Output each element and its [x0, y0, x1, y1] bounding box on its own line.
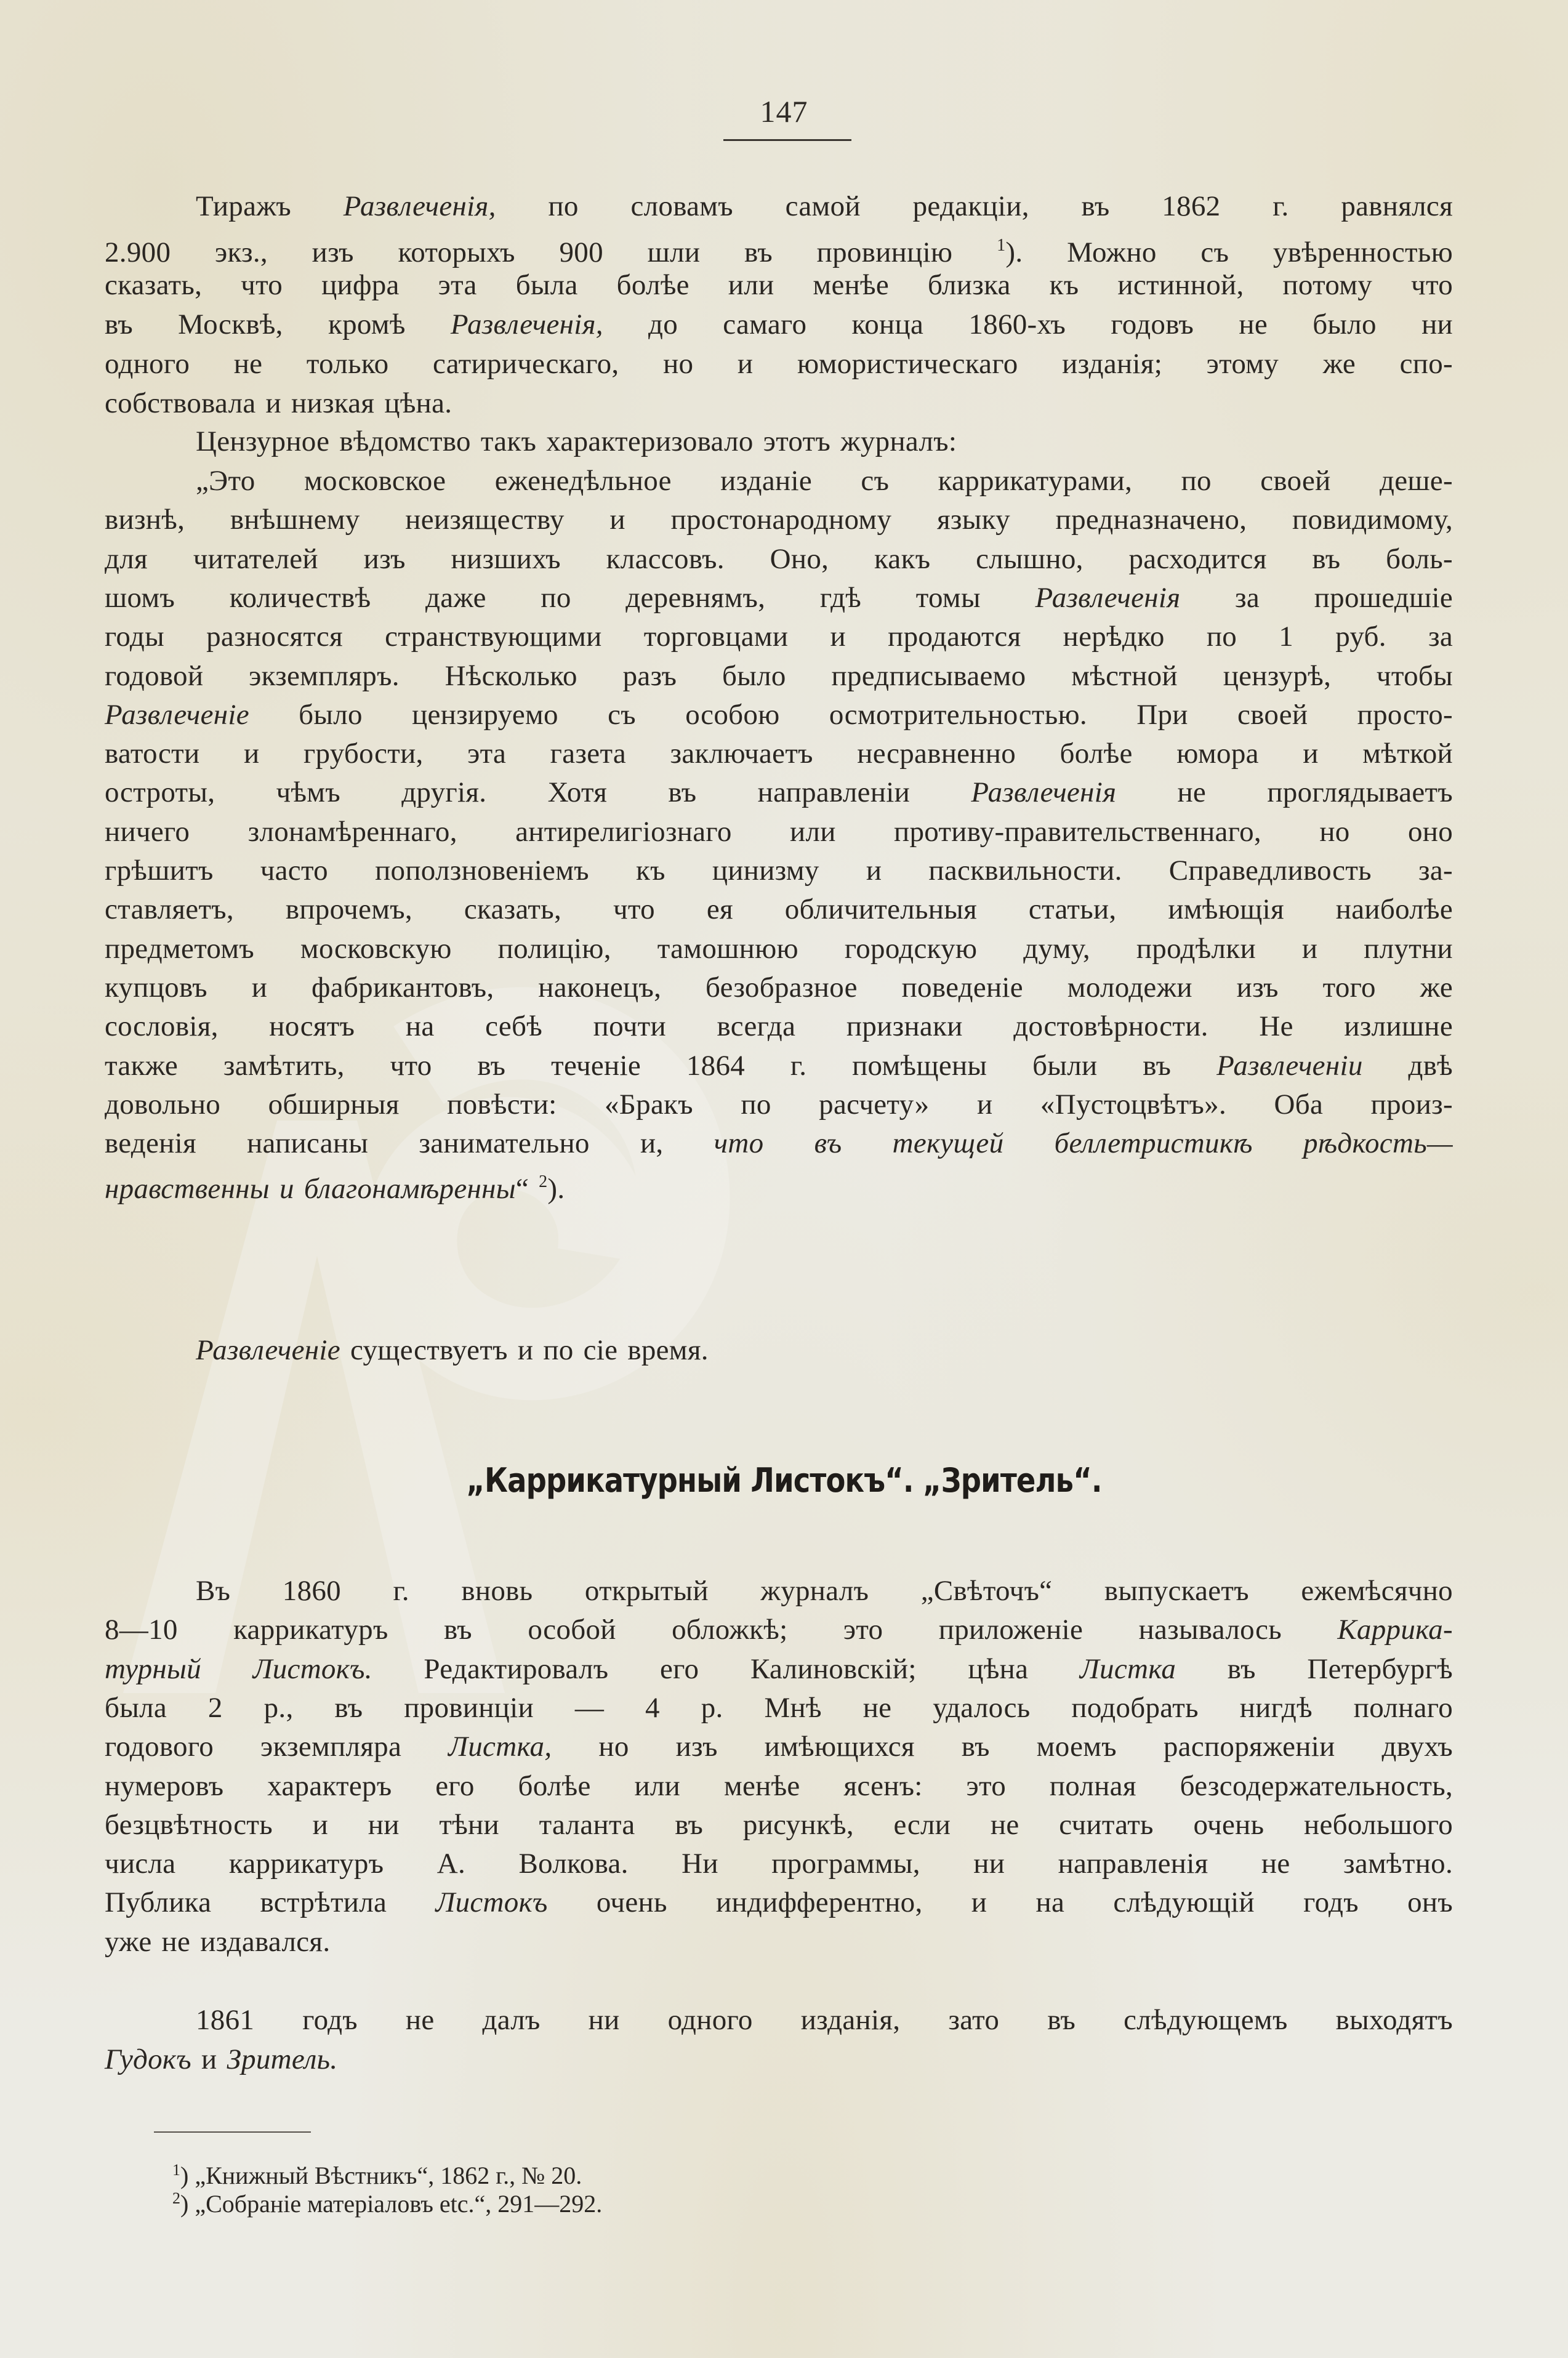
text-run: по словамъ самой редакціи, въ 1862 г. равнялся: [496, 190, 1453, 222]
text-run: уже не издавался.: [105, 1926, 331, 1958]
italic-title: что въ текущей беллетристикѣ рѣдкость—: [714, 1127, 1453, 1159]
text-run: “: [515, 1173, 539, 1205]
text-run: нумеровъ характеръ его болѣе или менѣе ясенъ: это полная безсодержательность,: [105, 1770, 1453, 1802]
paragraph-line: [196, 2001, 1453, 2039]
paragraph-line: [105, 1650, 1453, 1688]
footnote-ref: 1: [997, 236, 1006, 255]
text-run: годовой экземпляръ. Нѣсколько разъ было предписываемо мѣстной цензурѣ, чтобы: [105, 660, 1453, 692]
italic-title: Листка,: [448, 1731, 552, 1763]
text-run: предметомъ московскую полицію, тамошнюю городскую думу, продѣлки и плутни: [105, 933, 1453, 965]
quote-line: [105, 540, 1453, 578]
quote-line: [105, 1163, 1453, 1205]
quote-line: [105, 501, 1453, 539]
paragraph-line: [105, 1806, 1453, 1844]
footnote-paren: ): [180, 2190, 195, 2218]
paragraph-line: [105, 1923, 1453, 1961]
text-run: Публика встрѣтила: [105, 1886, 436, 1918]
italic-title: Развлеченія,: [450, 308, 603, 340]
text-run: двѣ: [1362, 1050, 1453, 1082]
text-run: за прошедшіе: [1180, 582, 1453, 614]
footnote-2: [172, 2184, 602, 2218]
paragraph-line: Цензурное вѣдомство такъ характеризовало этотъ журналъ:: [196, 425, 957, 457]
quote-line: [105, 890, 1453, 928]
italic-title: Развлеченіе: [105, 699, 249, 731]
italic-title: нравственны и благонамѣренны: [105, 1173, 516, 1205]
footnote-ref: 2: [539, 1172, 548, 1191]
text-run: „Это московское еженедѣльное изданіе съ каррикатурами, по своей деше-: [196, 465, 1453, 497]
italic-title: Каррика-: [1337, 1614, 1453, 1646]
text-run: безцвѣтность и ни тѣни таланта въ рисункѣ, если не считать очень небольшого: [105, 1809, 1453, 1841]
paragraph-line: [105, 1883, 1453, 1921]
italic-title: Развлеченія: [971, 776, 1117, 808]
footnote-paren: ): [180, 2162, 195, 2189]
text-run: до самаго конца 1860-хъ годовъ не было ни: [603, 308, 1453, 340]
quote-line: [196, 462, 1453, 500]
paragraph-line: [105, 266, 1453, 304]
text-run: 2.900 экз., изъ которыхъ 900 шли въ провинцію: [105, 236, 997, 268]
quote-line: [105, 851, 1453, 890]
text-run: въ Москвѣ, кромѣ: [105, 308, 451, 340]
text-run: грѣшитъ часто поползновеніемъ къ цинизму и пасквильности. Справедливость за-: [105, 855, 1453, 887]
paragraph-line: [105, 345, 1453, 383]
paragraph-line: [105, 227, 1453, 268]
paragraph-line: [105, 1728, 1453, 1766]
paragraph-line: [105, 305, 1453, 344]
quote-line: [105, 657, 1453, 695]
text-run: въ Петербургѣ: [1176, 1653, 1453, 1685]
footnote-text: „Собраніе матеріаловъ etc.“, 291—292.: [195, 2190, 603, 2218]
text-run: одного не только сатирическаго, но и юмористическаго изданія; этому же спо-: [105, 348, 1453, 380]
quote-line: [105, 696, 1453, 734]
paragraph-line: [105, 1611, 1453, 1649]
paragraph-line: [105, 2040, 1453, 2078]
footnote-text: „Книжный Вѣстникъ“, 1862 г., № 20.: [195, 2162, 582, 2189]
text-run: но изъ имѣющихся въ моемъ распоряженіи двухъ: [552, 1731, 1453, 1763]
quote-line: [105, 773, 1453, 811]
footnote-rule: [154, 2131, 311, 2133]
text-run: была 2 р., въ провинціи — 4 р. Мнѣ не удалось подобрать нигдѣ полнаго: [105, 1692, 1453, 1724]
text-run: купцовъ и фабрикантовъ, наконецъ, безобразное поведеніе молодежи изъ того же: [105, 972, 1453, 1004]
quote-line: [105, 618, 1453, 656]
italic-title: Развлеченія: [1035, 582, 1181, 614]
text-run: годы разносятся странствующими торговцами и продаются нерѣдко по 1 руб. за: [105, 621, 1453, 653]
text-run: собствовала и низкая цѣна.: [105, 387, 452, 419]
text-run: сословія, носятъ на себѣ почти всегда признаки достовѣрности. Не излишне: [105, 1010, 1453, 1042]
quote-line: [105, 734, 1453, 773]
header-rule: [723, 139, 851, 141]
text-run: и: [191, 2043, 227, 2075]
italic-title: Гудокъ: [105, 2043, 191, 2075]
text-run: 1861 годъ не далъ ни одного изданія, зато въ слѣдующемъ выходятъ: [196, 2004, 1453, 2036]
text-run: шомъ количествѣ даже по деревнямъ, гдѣ томы: [105, 582, 1035, 614]
text-run: ставляетъ, впрочемъ, сказать, что ея обличительныя статьи, имѣющія наиболѣе: [105, 893, 1453, 925]
text-run: также замѣтить, что въ теченіе 1864 г. помѣщены были въ: [105, 1050, 1217, 1082]
quote-line: [105, 813, 1453, 851]
text-run: очень индифферентно, и на слѣдующій годъ онъ: [547, 1886, 1453, 1918]
footnote-mark: 1: [172, 2161, 180, 2179]
text-run: Тиражъ: [196, 190, 344, 222]
quote-line: [105, 968, 1453, 1007]
quote-line: [105, 930, 1453, 968]
text-run: для читателей изъ низшихъ классовъ. Оно, какъ слышно, расходится въ боль-: [105, 543, 1453, 575]
text-run: сказать, что цифра эта была болѣе или менѣе близка къ истинной, потому что: [105, 269, 1453, 301]
paragraph-line: [196, 1331, 1453, 1369]
italic-title: Листка: [1079, 1653, 1176, 1685]
page-number: 147: [760, 94, 808, 129]
paragraph-line: [105, 1845, 1453, 1883]
text-run: ничего злонамѣреннаго, антирелигіознаго или противу-правительственнаго, но оно: [105, 816, 1453, 848]
text-run: остроты, чѣмъ другія. Хотя въ направленіи: [105, 776, 971, 808]
text-run: довольно обширныя повѣсти: «Бракъ по расчету» и «Пустоцвѣтъ». Оба произ-: [105, 1088, 1453, 1121]
paragraph-line: [105, 1767, 1453, 1805]
text-run: было цензируемо съ особою осмотрительностью. При своей просто-: [249, 699, 1453, 731]
quote-line: [105, 1085, 1453, 1124]
italic-title: Листокъ: [435, 1886, 548, 1918]
text-run: Въ 1860 г. вновь открытый журналъ „Свѣточъ“ выпускаетъ ежемѣсячно: [196, 1575, 1453, 1607]
text-run: визнѣ, внѣшнему неизяществу и простонародному языку предназначено, повидимому,: [105, 504, 1453, 536]
section-heading: „Каррикатурный Листокъ“. „Зритель“.: [466, 1461, 1102, 1500]
text-run: ватости и грубости, эта газета заключаетъ несравненно болѣе юмора и мѣткой: [105, 738, 1453, 770]
text-run: существуетъ и по сіе время.: [340, 1334, 709, 1366]
text-run: ). Можно съ увѣренностью: [1005, 236, 1453, 268]
text-run: ).: [547, 1173, 565, 1205]
quote-line: [105, 1124, 1453, 1162]
footnote-mark: 2: [172, 2189, 180, 2207]
italic-title: турный Листокъ.: [105, 1653, 372, 1685]
text-run: числа каррикатуръ А. Волкова. Ни программы, ни направленія не замѣтно.: [105, 1848, 1453, 1880]
quote-line: [105, 1047, 1453, 1085]
paragraph-line: [105, 1689, 1453, 1727]
italic-title: Зритель.: [227, 2043, 338, 2075]
quote-line: [105, 579, 1453, 617]
paragraph-line: [196, 1572, 1453, 1610]
paragraph-line: [105, 384, 1453, 422]
text-run: Редактировалъ его Калиновскій; цѣна: [372, 1653, 1080, 1685]
quote-line: [105, 1007, 1453, 1045]
text-run: годового экземпляра: [105, 1731, 449, 1763]
italic-title: Развлеченіе: [196, 1334, 340, 1366]
italic-title: Развлеченія,: [343, 190, 496, 222]
paragraph-line: [196, 187, 1453, 225]
italic-title: Развлеченіи: [1216, 1050, 1363, 1082]
text-run: 8—10 каррикатуръ въ особой обложкѣ; это приложеніе называлось: [105, 1614, 1338, 1646]
text-run: веденія написаны занимательно и,: [105, 1127, 714, 1159]
text-run: не проглядываетъ: [1116, 776, 1453, 808]
